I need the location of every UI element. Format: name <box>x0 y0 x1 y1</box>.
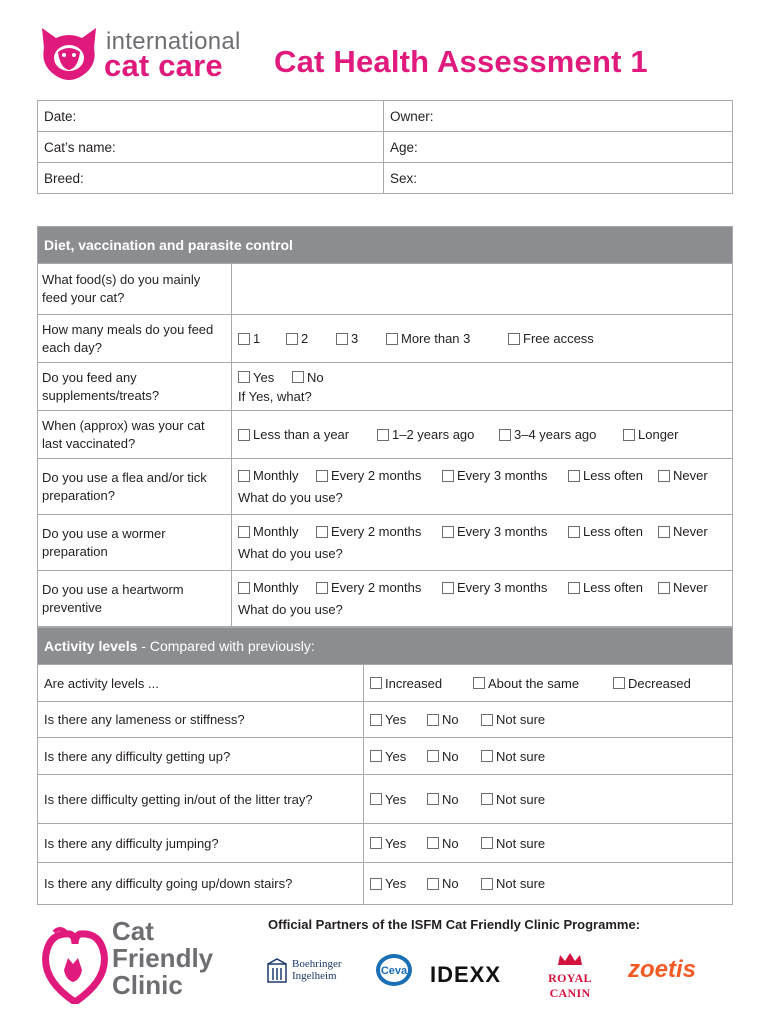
stairs-no-option[interactable]: No <box>427 876 481 891</box>
vacc-less-than-year-option[interactable]: Less than a year <box>238 427 377 442</box>
cat-name-field[interactable]: Cat’s name: <box>38 132 384 163</box>
checkbox-icon <box>286 333 298 345</box>
checkbox-icon <box>658 470 670 482</box>
checkbox-icon <box>442 470 454 482</box>
checkbox-icon <box>238 526 250 538</box>
checkbox-icon <box>658 582 670 594</box>
cat-friendly-heart-icon <box>40 924 110 1004</box>
getting-up-no-option[interactable]: No <box>427 749 481 764</box>
checkbox-icon <box>481 878 493 890</box>
checkbox-icon <box>613 677 625 689</box>
heartworm-question: Do you use a heartworm preventive <box>38 571 232 626</box>
boehringer-ingelheim-logo: Boehringer Ingelheim <box>266 958 362 984</box>
lameness-question: Is there any lameness or stiffness? <box>38 702 364 737</box>
cat-face-logo-icon <box>38 24 100 82</box>
checkbox-icon <box>427 793 439 805</box>
lameness-no-option[interactable]: No <box>427 712 481 727</box>
checkbox-icon <box>427 714 439 726</box>
heartworm-every-3-months-option[interactable]: Every 3 months <box>442 580 568 595</box>
flea-monthly-option[interactable]: Monthly <box>238 468 316 483</box>
checkbox-icon <box>442 582 454 594</box>
cfc-text-friendly: Friendly <box>112 943 214 973</box>
stairs-question: Is there any difficulty going up/down stairs? <box>38 863 364 904</box>
checkbox-icon <box>238 429 250 441</box>
wormer-what-label[interactable]: What do you use? <box>238 546 343 561</box>
jumping-yes-option[interactable]: Yes <box>370 836 427 851</box>
meals-option-2[interactable]: 2 <box>286 331 336 346</box>
header <box>38 22 748 84</box>
vacc-3-4-years-option[interactable]: 3–4 years ago <box>499 427 623 442</box>
heartworm-never-option[interactable]: Never <box>658 580 708 595</box>
checkbox-icon <box>481 750 493 762</box>
crown-icon <box>555 952 585 966</box>
date-field[interactable]: Date: <box>38 101 384 132</box>
flea-what-label[interactable]: What do you use? <box>238 490 343 505</box>
litter-tray-yes-option[interactable]: Yes <box>370 792 427 807</box>
checkbox-icon <box>336 333 348 345</box>
breed-field[interactable]: Breed: <box>38 163 384 194</box>
checkbox-icon <box>370 750 382 762</box>
getting-up-question: Is there any difficulty getting up? <box>38 738 364 774</box>
checkbox-icon <box>568 526 580 538</box>
logo-text-international: international <box>106 28 241 55</box>
wormer-question: Do you use a wormer preparation <box>38 515 232 570</box>
activity-section <box>37 627 733 905</box>
checkbox-icon <box>292 371 304 383</box>
meals-question: How many meals do you feed each day? <box>38 315 232 362</box>
idexx-logo: IDEXX <box>430 962 502 987</box>
flea-every-2-months-option[interactable]: Every 2 months <box>316 468 442 483</box>
flea-every-3-months-option[interactable]: Every 3 months <box>442 468 568 483</box>
lameness-row <box>38 701 732 737</box>
partners-title: Official Partners of the ISFM Cat Friendly Clinic Programme: <box>268 917 641 932</box>
boehringer-building-icon <box>266 958 288 984</box>
activity-increased-option[interactable]: Increased <box>370 676 473 691</box>
activity-same-option[interactable]: About the same <box>473 676 613 691</box>
food-question: What food(s) do you mainly feed your cat? <box>38 264 232 314</box>
checkbox-icon <box>386 333 398 345</box>
checkbox-icon <box>568 470 580 482</box>
litter-tray-question: Is there difficulty getting in/out of the litter tray? <box>38 775 364 823</box>
wormer-every-2-months-option[interactable]: Every 2 months <box>316 524 442 539</box>
checkbox-icon <box>481 837 493 849</box>
vaccination-row <box>38 410 732 458</box>
getting-up-not-sure-option[interactable]: Not sure <box>481 749 545 764</box>
checkbox-icon <box>623 429 635 441</box>
flea-never-option[interactable]: Never <box>658 468 708 483</box>
vacc-longer-option[interactable]: Longer <box>623 427 678 442</box>
jumping-no-option[interactable]: No <box>427 836 481 851</box>
flea-row <box>38 458 732 514</box>
cfc-text-cat: Cat <box>112 916 154 946</box>
meals-row <box>38 314 732 362</box>
lameness-not-sure-option[interactable]: Not sure <box>481 712 545 727</box>
checkbox-icon <box>238 582 250 594</box>
diet-section <box>37 226 733 627</box>
checkbox-icon <box>481 714 493 726</box>
cat-info-table <box>37 100 733 194</box>
vaccination-question: When (approx) was your cat last vaccinated? <box>38 411 232 458</box>
checkbox-icon <box>427 837 439 849</box>
stairs-row <box>38 862 732 904</box>
age-field[interactable]: Age: <box>384 132 733 163</box>
checkbox-icon <box>473 677 485 689</box>
meals-option-more-than-3[interactable]: More than 3 <box>386 331 508 346</box>
checkbox-icon <box>370 793 382 805</box>
heartworm-less-often-option[interactable]: Less often <box>568 580 658 595</box>
stairs-not-sure-option[interactable]: Not sure <box>481 876 545 891</box>
food-row <box>38 263 732 314</box>
wormer-monthly-option[interactable]: Monthly <box>238 524 316 539</box>
checkbox-icon <box>499 429 511 441</box>
ceva-logo <box>374 952 414 993</box>
jumping-not-sure-option[interactable]: Not sure <box>481 836 545 851</box>
royal-canin-logo: ROYAL CANIN <box>530 952 610 1001</box>
checkbox-icon <box>568 582 580 594</box>
wormer-less-often-option[interactable]: Less often <box>568 524 658 539</box>
page-title: Cat Health Assessment 1 <box>274 44 648 79</box>
checkbox-icon <box>370 677 382 689</box>
litter-tray-no-option[interactable]: No <box>427 792 481 807</box>
partner-logos <box>262 950 712 1000</box>
checkbox-icon <box>316 470 328 482</box>
checkbox-icon <box>238 333 250 345</box>
activity-section-heading: Activity levels - Compared with previously: <box>38 628 732 664</box>
wormer-row <box>38 514 732 570</box>
heartworm-row <box>38 570 732 626</box>
meals-option-3[interactable]: 3 <box>336 331 386 346</box>
flea-question: Do you use a flea and/or tick preparation? <box>38 459 232 514</box>
activity-decreased-option[interactable]: Decreased <box>613 676 691 691</box>
jumping-question: Is there any difficulty jumping? <box>38 824 364 862</box>
flea-less-often-option[interactable]: Less often <box>568 468 658 483</box>
checkbox-icon <box>508 333 520 345</box>
sex-field[interactable]: Sex: <box>384 163 733 194</box>
activity-levels-row <box>38 664 732 701</box>
supplements-row <box>38 362 732 410</box>
checkbox-icon <box>427 750 439 762</box>
heartworm-every-2-months-option[interactable]: Every 2 months <box>316 580 442 595</box>
checkbox-icon <box>370 837 382 849</box>
heartworm-monthly-option[interactable]: Monthly <box>238 580 316 595</box>
getting-up-row <box>38 737 732 774</box>
checkbox-icon <box>377 429 389 441</box>
checkbox-icon <box>238 470 250 482</box>
activity-levels-question: Are activity levels ... <box>38 665 364 701</box>
wormer-never-option[interactable]: Never <box>658 524 708 539</box>
jumping-row <box>38 823 732 862</box>
checkbox-icon <box>370 878 382 890</box>
checkbox-icon <box>481 793 493 805</box>
ceva-logo-text: Ceva <box>380 965 408 977</box>
meals-option-1[interactable]: 1 <box>238 331 286 346</box>
stairs-yes-option[interactable]: Yes <box>370 876 427 891</box>
zoetis-logo: zoetis <box>628 956 697 983</box>
checkbox-icon <box>316 582 328 594</box>
supplements-what-label[interactable]: If Yes, what? <box>238 388 312 404</box>
getting-up-yes-option[interactable]: Yes <box>370 749 427 764</box>
litter-tray-not-sure-option[interactable]: Not sure <box>481 792 545 807</box>
lameness-yes-option[interactable]: Yes <box>370 712 427 727</box>
cfc-text-clinic: Clinic <box>112 970 183 1000</box>
supplements-no-option[interactable]: No <box>292 370 324 385</box>
checkbox-icon <box>316 526 328 538</box>
litter-tray-row <box>38 774 732 823</box>
owner-field[interactable]: Owner: <box>384 101 733 132</box>
logo-text-catcare: cat care <box>104 48 223 83</box>
checkbox-icon <box>370 714 382 726</box>
vacc-1-2-years-option[interactable]: 1–2 years ago <box>377 427 499 442</box>
wormer-every-3-months-option[interactable]: Every 3 months <box>442 524 568 539</box>
supplements-yes-option[interactable]: Yes <box>238 370 292 385</box>
food-answer-field[interactable] <box>232 264 732 314</box>
supplements-question: Do you feed any supplements/treats? <box>38 363 232 410</box>
checkbox-icon <box>238 371 250 383</box>
heartworm-what-label[interactable]: What do you use? <box>238 602 343 617</box>
checkbox-icon <box>442 526 454 538</box>
checkbox-icon <box>658 526 670 538</box>
checkbox-icon <box>427 878 439 890</box>
meals-option-free-access[interactable]: Free access <box>508 331 594 346</box>
diet-section-heading: Diet, vaccination and parasite control <box>38 227 732 263</box>
cat-friendly-clinic-logo <box>40 916 250 1006</box>
